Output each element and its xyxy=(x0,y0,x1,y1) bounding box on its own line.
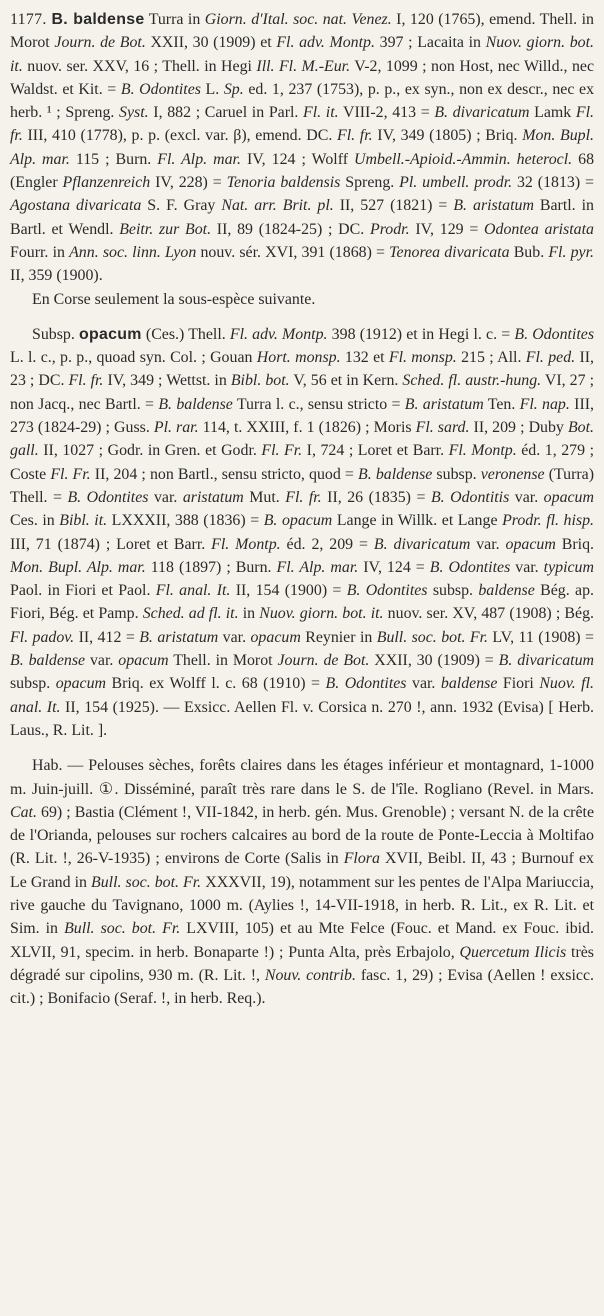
italic-text: B. Odontites xyxy=(67,488,149,506)
italic-text: Tenoria baldensis xyxy=(226,174,341,192)
text-run: éd. 1, 279 ; Coste xyxy=(10,442,594,483)
italic-text: opacum xyxy=(55,675,106,693)
italic-text: Beitr. zur Bot. xyxy=(119,220,212,238)
text-run: subsp. xyxy=(432,465,481,483)
italic-text: Fl. fr. xyxy=(10,104,594,145)
italic-text: Fl. adv. Montp. xyxy=(276,34,375,52)
italic-text: veronense xyxy=(480,465,545,483)
text-run: Reynier in xyxy=(300,628,377,646)
text-run: II, 359 (1900). xyxy=(10,267,103,285)
paragraph-species-entry xyxy=(10,8,594,288)
italic-text: Tenorea divaricata xyxy=(389,243,510,261)
text-run: XVII, Beibl. II, 43 ; Burnouf ex Le Grand in xyxy=(10,850,594,891)
italic-text: baldense xyxy=(440,675,498,693)
paragraph-corse-note xyxy=(10,288,594,311)
text-run: IV, 124 ; Wolff xyxy=(240,150,354,168)
text-run: I, 120 (1765), emend. Thell. in Morot xyxy=(10,11,594,52)
italic-text: Umbell.-Apioid.-Ammin. heterocl. xyxy=(354,150,573,168)
italic-text: Hort. monsp. xyxy=(256,349,341,367)
text-run: Bég. ap. Fiori, Bég. et Pamp. xyxy=(10,582,594,623)
text-run: 69) ; Bastia (Clément !, VII-1842, in herb. gén. Mus. Grenoble) ; versant N. de la crête de l'Orianda, pelouses sur rochers calcaires au bord de la route de Ponte-Leccia à Moltifao (R. Lit. !, 26-V-1935) ; environs de Corte (Salis in xyxy=(10,803,594,868)
text-run: II, 154 (1925). — Exsicc. Aellen Fl. v. Corsica n. 270 !, ann. 1932 (Evisa) [ Herb. Laus., R. Lit. ]. xyxy=(10,698,594,739)
text-run: Fiori xyxy=(497,675,540,693)
text-run: Subsp. xyxy=(32,325,80,343)
text-run: fasc. 1, 29) ; Evisa (Aellen ! exsicc. cit.) ; Bonifacio (Seraf. !, in herb. Req.). xyxy=(10,966,594,1008)
italic-text: B. Odontites xyxy=(346,582,428,600)
text-run: Mut. xyxy=(243,488,286,506)
text-run: 397 ; Lacaita in xyxy=(374,34,486,52)
text-run: III, 273 (1824-29) ; Guss. xyxy=(10,395,595,437)
text-run: Ten. xyxy=(483,395,520,413)
text-run: IV, 228) = xyxy=(150,174,227,192)
italic-text: Fl. fr. xyxy=(285,488,322,506)
text-run: très dégradé sur cipolins, 930 m. (R. Lit. !, xyxy=(10,943,594,984)
italic-text: B. divaricatum xyxy=(373,535,471,553)
text-run: nuov. ser. XXV, 16 ; Thell. in Hegi xyxy=(22,57,257,75)
italic-text: B. Odontites xyxy=(514,325,595,343)
italic-text: B. baldense xyxy=(158,395,233,413)
text-run: LXVIII, 105) et au Mte Felce (Fouc. et Mand. ex Fouc. ibid. XLVII, 91, specim. in herb. Bonaparte !) ; Punta Alta, près Erbajolo, xyxy=(10,920,594,961)
italic-text: Pl. umbell. prodr. xyxy=(399,174,513,192)
text-run: 115 ; Burn. xyxy=(69,150,158,168)
text-run: 1177. xyxy=(10,11,52,28)
paragraph-gap xyxy=(10,742,594,754)
text-run: subsp. xyxy=(10,675,56,693)
italic-text: B. divaricatum xyxy=(434,104,530,122)
italic-text: Bull. soc. bot. Fr. xyxy=(91,873,202,891)
text-run: Spreng. xyxy=(340,174,400,192)
italic-text: Fl. fr. xyxy=(68,372,104,390)
text-run: Thell. in Morot xyxy=(168,652,278,670)
italic-text: opacum xyxy=(118,652,169,670)
text-run: V-2, 1099 ; non Host, nec Willd., nec Waldst. et Kit. = xyxy=(10,57,594,98)
paragraph-habitat xyxy=(10,754,594,1010)
italic-text: Cat. xyxy=(10,803,37,821)
italic-text: Prodr. xyxy=(369,220,410,238)
text-run: II, 204 ; non Bartl., sensu stricto, quod = xyxy=(90,465,359,483)
text-run: II, 26 (1835) = xyxy=(321,488,431,506)
italic-text: typicum xyxy=(543,558,594,576)
text-run: LV, 11 (1908) = xyxy=(488,628,594,646)
text-run: IV, 349 ; Wettst. in xyxy=(103,372,231,390)
italic-text: Fl. it. xyxy=(303,104,339,122)
text-run: (Ces.) Thell. xyxy=(141,325,230,343)
text-run: En Corse seulement la sous-espèce suivante. xyxy=(32,290,316,308)
text-run: I, 882 ; Caruel in Parl. xyxy=(148,104,304,122)
italic-text: B. Odontites xyxy=(429,558,511,576)
text-run: III, 71 (1874) ; Loret et Barr. xyxy=(10,535,212,553)
italic-text: Fl. padov. xyxy=(10,628,75,646)
italic-text: baldense xyxy=(478,582,535,600)
text-run: 32 (1813) = xyxy=(512,174,594,192)
italic-text: Journ. de Bot. xyxy=(54,34,146,52)
text-run: in xyxy=(238,605,260,623)
text-run: 398 (1912) et in Hegi l. c. = xyxy=(327,325,515,343)
italic-text: Fl. sard. xyxy=(415,419,470,437)
italic-text: Ann. soc. linn. Lyon xyxy=(69,243,197,261)
italic-text: B. aristatum xyxy=(453,197,534,215)
italic-text: Nuov. giorn. bot. it. xyxy=(10,34,594,75)
text-run: ed. 1, 237 (1753), p. p., ex syn., non ex descr., nec ex herb. ¹ ; Spreng. xyxy=(10,80,595,122)
italic-text: Fl. Alp. mar. xyxy=(157,150,241,168)
text-run: 114, t. XXIII, f. 1 (1826) ; Moris xyxy=(198,419,416,437)
italic-text: Bot. gall. xyxy=(10,419,595,460)
text-run: XXXVII, 19), notamment sur les pentes de l'Alpa Mariuccia, rive gauche du Tavignano, 1000 m. (Aylies !, 14-VII-1918, in herb. R. Lit., ex R. Lit. et Sim. in xyxy=(10,873,594,938)
text-run: II, 527 (1821) = xyxy=(333,197,454,215)
text-run: nouv. sér. XVI, 391 (1868) = xyxy=(196,243,390,261)
text-run: Lange in Willk. et Lange xyxy=(332,512,503,530)
italic-text: B. aristatum xyxy=(404,395,484,413)
text-run: VI, 27 ; non Jacq., nec Bartl. = xyxy=(10,372,595,413)
italic-text: Nat. arr. Brit. pl. xyxy=(221,197,334,215)
italic-text: Quercetum Ilicis xyxy=(459,943,567,961)
text-run: XXII, 30 (1909) = xyxy=(369,652,499,670)
italic-text: Fl. Fr. xyxy=(261,442,303,460)
italic-text: Fl. Montp. xyxy=(448,442,517,460)
text-run: var. xyxy=(470,535,506,553)
italic-text: Fl. monsp. xyxy=(388,349,457,367)
italic-text: Pflanzenreich xyxy=(62,174,151,192)
text-run: LXXXII, 388 (1836) = xyxy=(107,512,264,530)
italic-text: Fl. nap. xyxy=(519,395,570,413)
italic-text: Fl. anal. It. xyxy=(155,582,231,600)
text-run: L. xyxy=(200,80,224,98)
text-run: V, 56 et in Kern. xyxy=(289,372,403,390)
text-run: 215 ; All. xyxy=(456,349,526,367)
text-run: (Turra) Thell. = xyxy=(10,465,595,506)
text-run: II, 209 ; Duby xyxy=(469,419,568,437)
text-run: L. l. c., p. p., quoad syn. Col. ; Gouan xyxy=(10,349,257,367)
text-run: 118 (1897) ; Burn. xyxy=(145,558,277,576)
italic-text: B. aristatum xyxy=(139,628,219,646)
text-run: Hab. — Pelouses sèches, forêts claires dans les étages inférieur et montagnard, 1-1000 m. Juin-juill. ①. Disséminé, paraît très rare dans le S. de l'île. Rogliano (Revel. in Mars. xyxy=(10,757,594,798)
italic-text: Fl. pyr. xyxy=(548,243,594,261)
text-run: IV, 124 = xyxy=(358,558,430,576)
text-run: Turra l. c., sensu stricto = xyxy=(232,395,405,413)
italic-text: Bull. soc. bot. Fr. xyxy=(376,628,488,646)
italic-text: Fl. ped. xyxy=(525,349,576,367)
text-run: S. F. Gray xyxy=(141,197,222,215)
text-run: Lamk xyxy=(529,104,576,122)
italic-text: Bull. soc. bot. Fr. xyxy=(64,920,181,938)
italic-text: Fl. Montp. xyxy=(211,535,281,553)
taxon-name: opacum xyxy=(79,325,142,343)
italic-text: Ill. Fl. M.-Eur. xyxy=(256,57,351,75)
italic-text: opacum xyxy=(543,488,594,506)
italic-text: B. Odontitis xyxy=(430,488,510,506)
italic-text: Journ. de Bot. xyxy=(277,652,370,670)
text-run: I, 724 ; Loret et Barr. xyxy=(302,442,449,460)
text-run: 132 et xyxy=(340,349,389,367)
text-run: var. xyxy=(85,652,119,670)
text-run: nuov. ser. XV, 487 (1908) ; Bég. xyxy=(383,605,594,623)
text-run: Briq. ex Wolff l. c. 68 (1910) = xyxy=(106,675,326,693)
italic-text: B. Odontites xyxy=(325,675,407,693)
italic-text: Nouv. contrib. xyxy=(264,966,356,984)
italic-text: Nuov. giorn. bot. it. xyxy=(259,605,384,623)
italic-text: Sched. fl. austr.-hung. xyxy=(402,372,542,390)
italic-text: Bibl. it. xyxy=(59,512,108,530)
italic-text: aristatum xyxy=(182,488,244,506)
paragraph-subspecies-entry xyxy=(10,323,594,742)
text-run: Fourr. in xyxy=(10,243,70,261)
text-run: III, 410 (1778), p. p. (excl. var. β), emend. DC. xyxy=(22,127,337,145)
italic-text: opacum xyxy=(505,535,556,553)
italic-text: B. divaricatum xyxy=(498,652,594,670)
text-run: Briq. xyxy=(555,535,594,553)
italic-text: Flora xyxy=(343,850,380,868)
text-run: var. xyxy=(406,675,441,693)
taxon-name: B. baldense xyxy=(51,11,145,28)
text-run: II, 154 (1900) = xyxy=(230,582,347,600)
text-run: éd. 2, 209 = xyxy=(280,535,374,553)
text-run: Ces. in xyxy=(10,512,60,530)
italic-text: B. baldense xyxy=(10,652,86,670)
text-run: subsp. xyxy=(427,582,479,600)
italic-text: Fl. Fr. xyxy=(50,465,91,483)
italic-text: Prodr. fl. hisp. xyxy=(502,512,595,530)
italic-text: Sched. ad fl. it. xyxy=(142,605,239,623)
italic-text: B. opacum xyxy=(263,512,333,530)
text-run: var. xyxy=(510,558,544,576)
text-run: Bub. xyxy=(509,243,549,261)
text-run: Bartl. in Bartl. et Wendl. xyxy=(10,197,594,238)
text-run: var. xyxy=(509,488,544,506)
text-run: var. xyxy=(218,628,251,646)
paragraph-gap xyxy=(10,311,594,323)
italic-text: Mon. Bupl. Alp. mar. xyxy=(10,127,594,168)
italic-text: Mon. Bupl. Alp. mar. xyxy=(10,558,146,576)
text-run: II, 89 (1824-25) ; DC. xyxy=(211,220,370,238)
italic-text: opacum xyxy=(250,628,301,646)
italic-text: Fl. adv. Montp. xyxy=(229,325,328,343)
text-run: Paol. in Fiori et Paol. xyxy=(10,582,156,600)
text-run: VIII-2, 413 = xyxy=(338,104,435,122)
text-run: II, 1027 ; Godr. in Gren. et Godr. xyxy=(38,442,262,460)
text-run: IV, 349 (1805) ; Briq. xyxy=(372,127,523,145)
italic-text: B. Odontites xyxy=(120,80,201,98)
italic-text: Fl. Alp. mar. xyxy=(276,558,359,576)
italic-text: Agostana divaricata xyxy=(10,197,142,215)
italic-text: Syst. xyxy=(119,104,149,122)
text-run: var. xyxy=(148,488,183,506)
text-run: IV, 129 = xyxy=(409,220,485,238)
italic-text: Pl. rar. xyxy=(153,419,199,437)
italic-text: Bibl. bot. xyxy=(230,372,290,390)
text-run: II, 412 = xyxy=(74,628,140,646)
italic-text: Giorn. d'Ital. soc. nat. Venez. xyxy=(204,11,392,28)
text-run: XXII, 30 (1909) et xyxy=(145,34,277,52)
italic-text: Odontea aristata xyxy=(484,220,594,238)
italic-text: B. baldense xyxy=(358,465,433,483)
italic-text: Sp. xyxy=(223,80,244,98)
text-run: II, 23 ; DC. xyxy=(10,349,594,390)
text-run: 68 (Engler xyxy=(10,150,595,192)
italic-text: Nuov. fl. anal. It. xyxy=(10,675,594,716)
italic-text: Fl. fr. xyxy=(337,127,373,145)
text-run: Turra in xyxy=(144,11,205,28)
